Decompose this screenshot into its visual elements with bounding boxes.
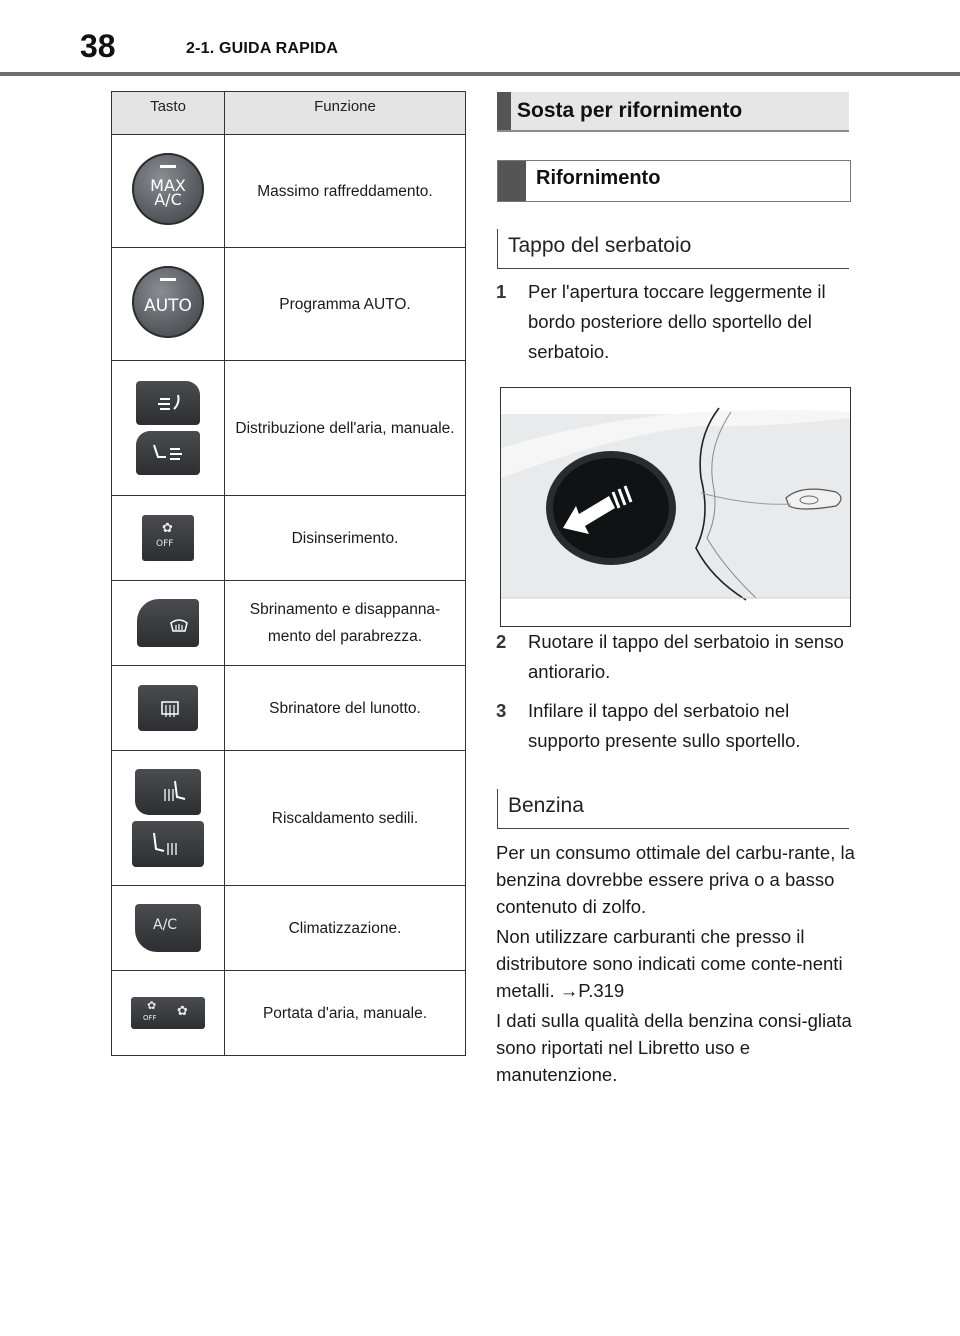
auto-button-image: AUTO xyxy=(132,266,204,338)
step-number: 3 xyxy=(496,700,507,721)
table-row xyxy=(112,581,466,666)
table-row xyxy=(112,361,466,496)
function-text: Climatizzazione. xyxy=(225,886,466,971)
air-distribution-upper-icon xyxy=(136,381,200,425)
table-row xyxy=(112,971,466,1056)
step-text: Ruotare il tappo del serbatoio in senso antiorario. xyxy=(528,631,844,682)
fuel-cap-heading: Tappo del serbatoio xyxy=(508,234,692,257)
section-title: 2-1. GUIDA RAPIDA xyxy=(186,40,339,57)
paragraph-metal-additives: Non utilizzare carburanti che presso il distributore sono indicati come conte-nenti metalli. →P.319 xyxy=(496,926,843,1001)
section-heading-bar xyxy=(497,92,849,132)
subsection-heading-bar xyxy=(497,160,851,202)
function-text: Massimo raffreddamento. xyxy=(225,135,466,248)
controls-table xyxy=(111,91,466,1056)
step-3 xyxy=(496,696,856,758)
step-number: 1 xyxy=(496,281,507,302)
petrol-heading-block xyxy=(497,789,849,829)
fuel-cap-heading-block xyxy=(497,229,849,269)
function-text: Sbrinamento e disappanna-mento del parabrezza. xyxy=(225,581,466,666)
step-text: Per l'apertura toccare leggermente il bordo posteriore dello sportello del serbatoio. xyxy=(528,281,826,362)
step-text: Infilare il tappo del serbatoio nel supporto presente sullo sportello. xyxy=(528,700,801,751)
seat-heating-lower-icon xyxy=(132,821,204,867)
air-distribution-lower-icon xyxy=(136,431,200,475)
fan-speed-button-image: ✿ OFF ✿ xyxy=(131,997,205,1029)
table-row xyxy=(112,248,466,361)
ac-button-image: A/C xyxy=(135,904,201,952)
function-text: Programma AUTO. xyxy=(225,248,466,361)
table-row xyxy=(112,496,466,581)
table-row xyxy=(112,751,466,886)
subsection-heading: Rifornimento xyxy=(536,167,661,189)
table-row xyxy=(112,135,466,248)
off-button-image: ✿ OFF xyxy=(142,515,194,561)
function-text: Riscaldamento sedili. xyxy=(225,751,466,886)
section-heading: Sosta per rifornimento xyxy=(517,99,743,122)
table-row xyxy=(112,666,466,751)
fuel-door-illustration xyxy=(500,387,851,627)
header-rule xyxy=(0,72,960,76)
max-ac-button-image: MAX A/C xyxy=(132,153,204,225)
rear-defrost-button-image xyxy=(138,685,198,731)
paragraph-fuel-quality: Per un consumo ottimale del carbu-rante, la benzina dovrebbe essere priva o a basso contenuto di zolfo. xyxy=(496,842,855,917)
step-2 xyxy=(496,627,856,689)
windshield-defrost-button-image xyxy=(137,599,199,647)
step-number: 2 xyxy=(496,631,507,652)
col-key-header: Tasto xyxy=(112,92,225,135)
function-text: Distribuzione dell'aria, manuale. xyxy=(225,361,466,496)
function-text: Sbrinatore del lunotto. xyxy=(225,666,466,751)
petrol-heading: Benzina xyxy=(508,794,584,817)
step-1 xyxy=(496,277,856,369)
table-row xyxy=(112,886,466,971)
function-text: Disinserimento. xyxy=(225,496,466,581)
paragraph-recommended-fuel: I dati sulla qualità della benzina consi-gliata sono riportati nel Libretto uso e manutenzione. xyxy=(496,1010,852,1085)
function-text: Portata d'aria, manuale. xyxy=(225,971,466,1056)
seat-heating-upper-icon xyxy=(135,769,201,815)
page-number: 38 xyxy=(80,28,116,64)
col-function-header: Funzione xyxy=(225,92,466,135)
table-header-row xyxy=(112,92,466,135)
